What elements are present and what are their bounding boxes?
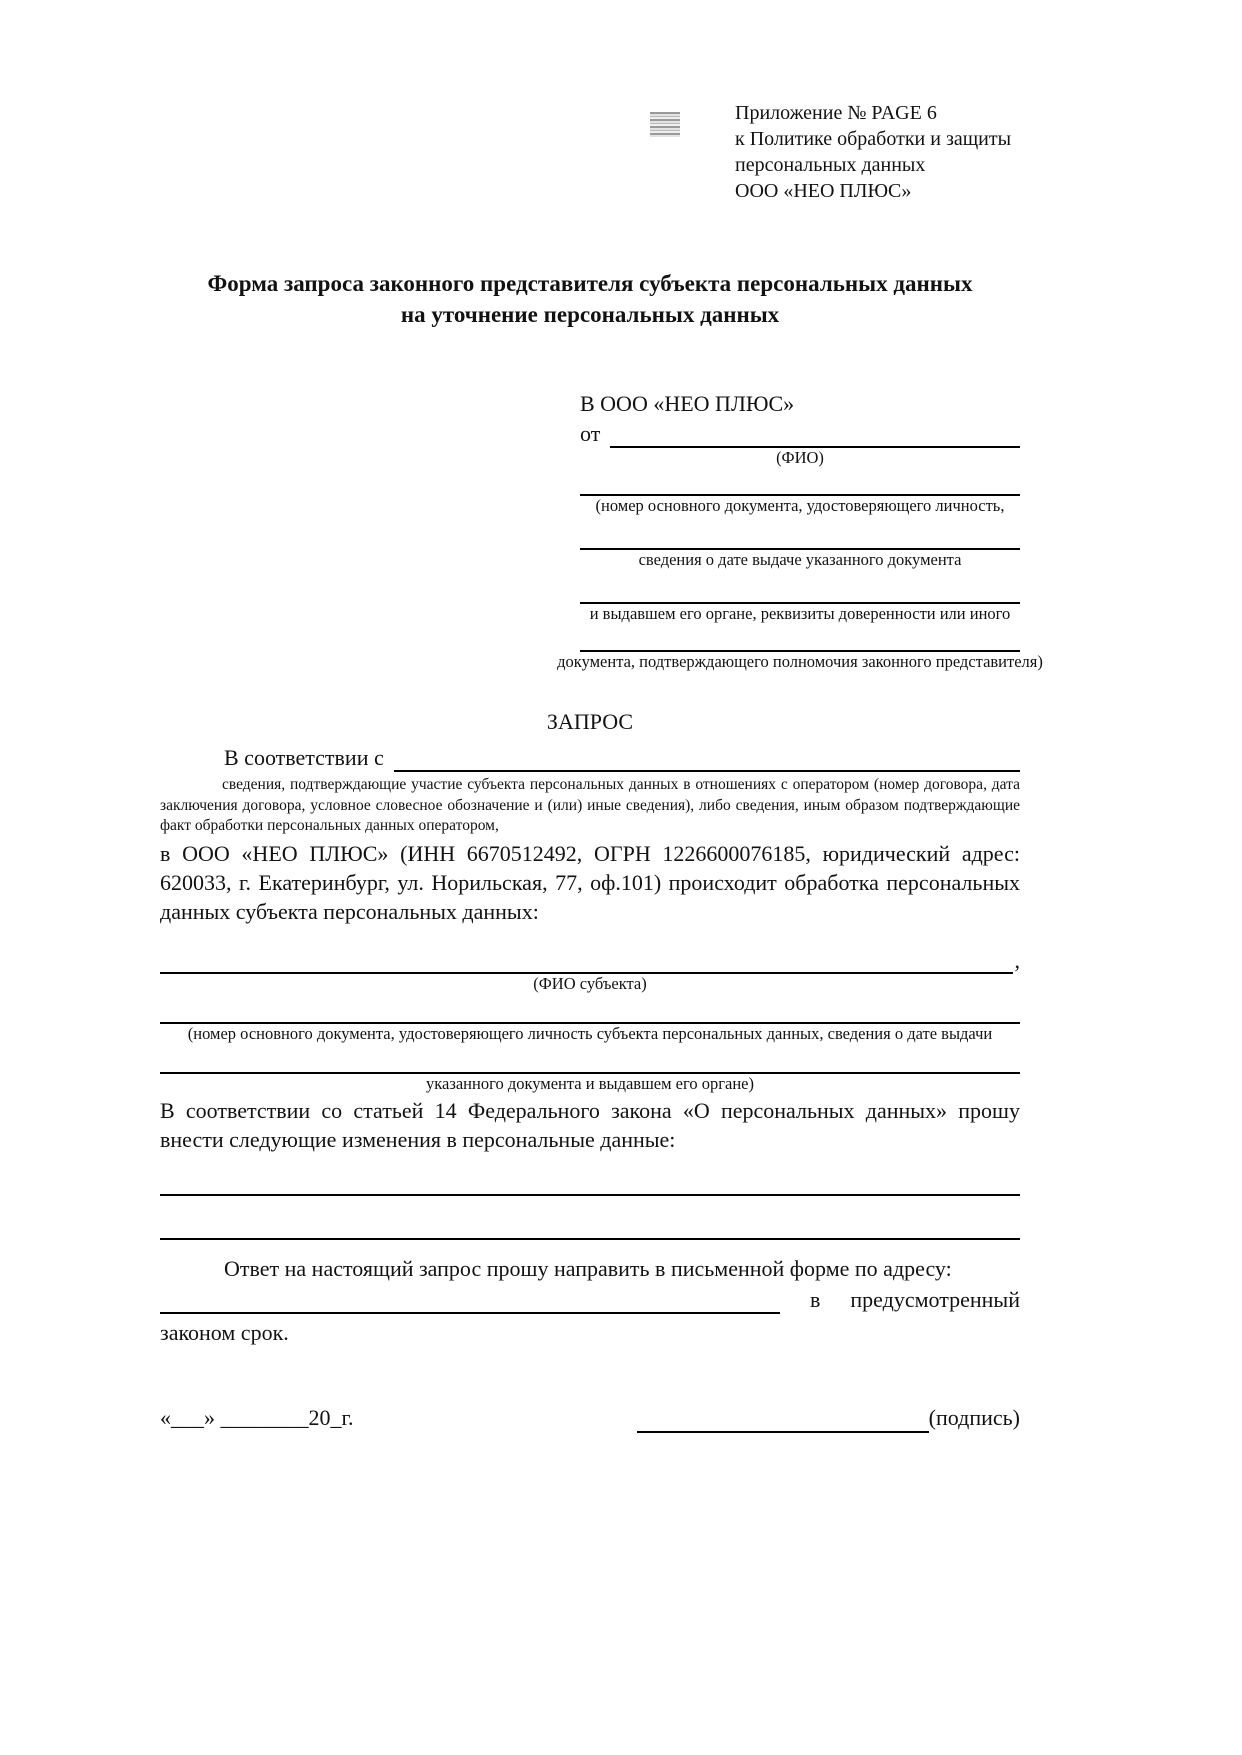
reply-end-text: законом срок. — [160, 1319, 289, 1345]
page-title-line: Форма запроса законного представителя субъекта персональных данных — [207, 271, 973, 296]
reply-paragraph: Ответ на настоящий запрос прошу направить в письменной форме по адресу: — [224, 1255, 952, 1281]
appendix-header — [735, 100, 1020, 204]
doc-caption: сведения о дате выдаче указанного документа — [638, 550, 962, 569]
address-fill-line — [160, 1288, 780, 1314]
subject-doc-fill-line — [160, 994, 1020, 1024]
doc-field-pair — [557, 624, 1043, 672]
doc-caption: и выдавшем его органе, реквизиты доверенности или иного — [589, 604, 1011, 623]
appendix-header-line: ООО «НЕО ПЛЮС» — [735, 180, 912, 202]
reply-tail-word: предусмотренный — [850, 1286, 1020, 1312]
operator-paragraph: в ООО «НЕО ПЛЮС» (ИНН 6670512492, ОГРН 1226600076185, юридический адрес: 620033, г. Екатеринбург, ул. Норильская, 77, оф.101) происходит обработка персональных данных субъекта персональных данных: — [160, 840, 1020, 924]
fine-print-note: сведения, подтверждающие участие субъекта персональных данных в отношениях с оператором (номер договора, дата заключения договора, условное словесное обозначение и (или) иные сведения), либо сведения, иным образом подтверждающие факт обработки персональных данных оператором, — [160, 776, 1020, 834]
fio-caption: (ФИО) — [776, 448, 824, 467]
doc-field-pair — [580, 468, 1020, 516]
changes-fill-line — [160, 1162, 1020, 1196]
subject-doc-fill-line — [160, 1044, 1020, 1074]
changes-blank-lines — [160, 1162, 1020, 1240]
doc-fill-line — [580, 624, 1020, 652]
page-title-line: на уточнение персональных данных — [400, 302, 780, 327]
addressee-block — [557, 390, 1043, 672]
reply-tail-word: в — [810, 1286, 821, 1312]
doc-fill-line — [580, 570, 1020, 604]
intro-row — [160, 744, 1020, 772]
doc-caption: документа, подтверждающего полномочия законного представителя) — [557, 652, 1043, 671]
doc-caption: (номер основного документа, удостоверяющего личность, — [595, 496, 1005, 515]
appendix-header-line: персональных данных — [735, 154, 926, 176]
appendix-header-line: к Политике обработки и защиты — [735, 128, 1012, 150]
subject-fio-fill-line — [160, 946, 1013, 974]
doc-fill-line — [580, 516, 1020, 550]
signature-block — [637, 1403, 1020, 1433]
addressee-from-row — [580, 420, 1020, 448]
reply-address-row — [160, 1285, 1020, 1314]
intro-label: В соответствии с — [224, 745, 384, 770]
page-title — [160, 268, 1020, 330]
subject-doc-caption: указанного документа и выдавшем его органе) — [426, 1073, 754, 1093]
changes-fill-line — [160, 1206, 1020, 1240]
subject-fio-comma: , — [1014, 947, 1020, 973]
subject-doc-caption: (номер основного документа, удостоверяющего личность субъекта персональных данных, сведения о дате выдачи — [187, 1023, 993, 1043]
subject-fio-row — [160, 946, 1020, 974]
appendix-header-line: Приложение № PAGE 6 — [735, 102, 937, 124]
from-fill-line — [610, 422, 1020, 448]
signature-caption: (подпись) — [928, 1404, 1020, 1430]
date-line: «___» ________20_г. — [160, 1404, 354, 1430]
document-content — [160, 0, 1043, 1433]
law-paragraph: В соответствии со статьей 14 Федерального закона «О персональных данных» прошу внести следующие изменения в персональные данные: — [160, 1097, 1020, 1152]
subject-fio-caption: (ФИО субъекта) — [533, 973, 647, 993]
from-label: от — [580, 421, 601, 446]
doc-fill-line — [580, 468, 1020, 496]
doc-field-pair — [580, 570, 1020, 624]
signature-fill-line — [637, 1407, 929, 1433]
date-signature-row — [160, 1403, 1020, 1433]
doc-field-pair — [580, 516, 1020, 570]
addressee-to: В ООО «НЕО ПЛЮС» — [580, 391, 795, 416]
request-heading: ЗАПРОС — [546, 709, 634, 734]
intro-fill-line — [394, 746, 1020, 772]
